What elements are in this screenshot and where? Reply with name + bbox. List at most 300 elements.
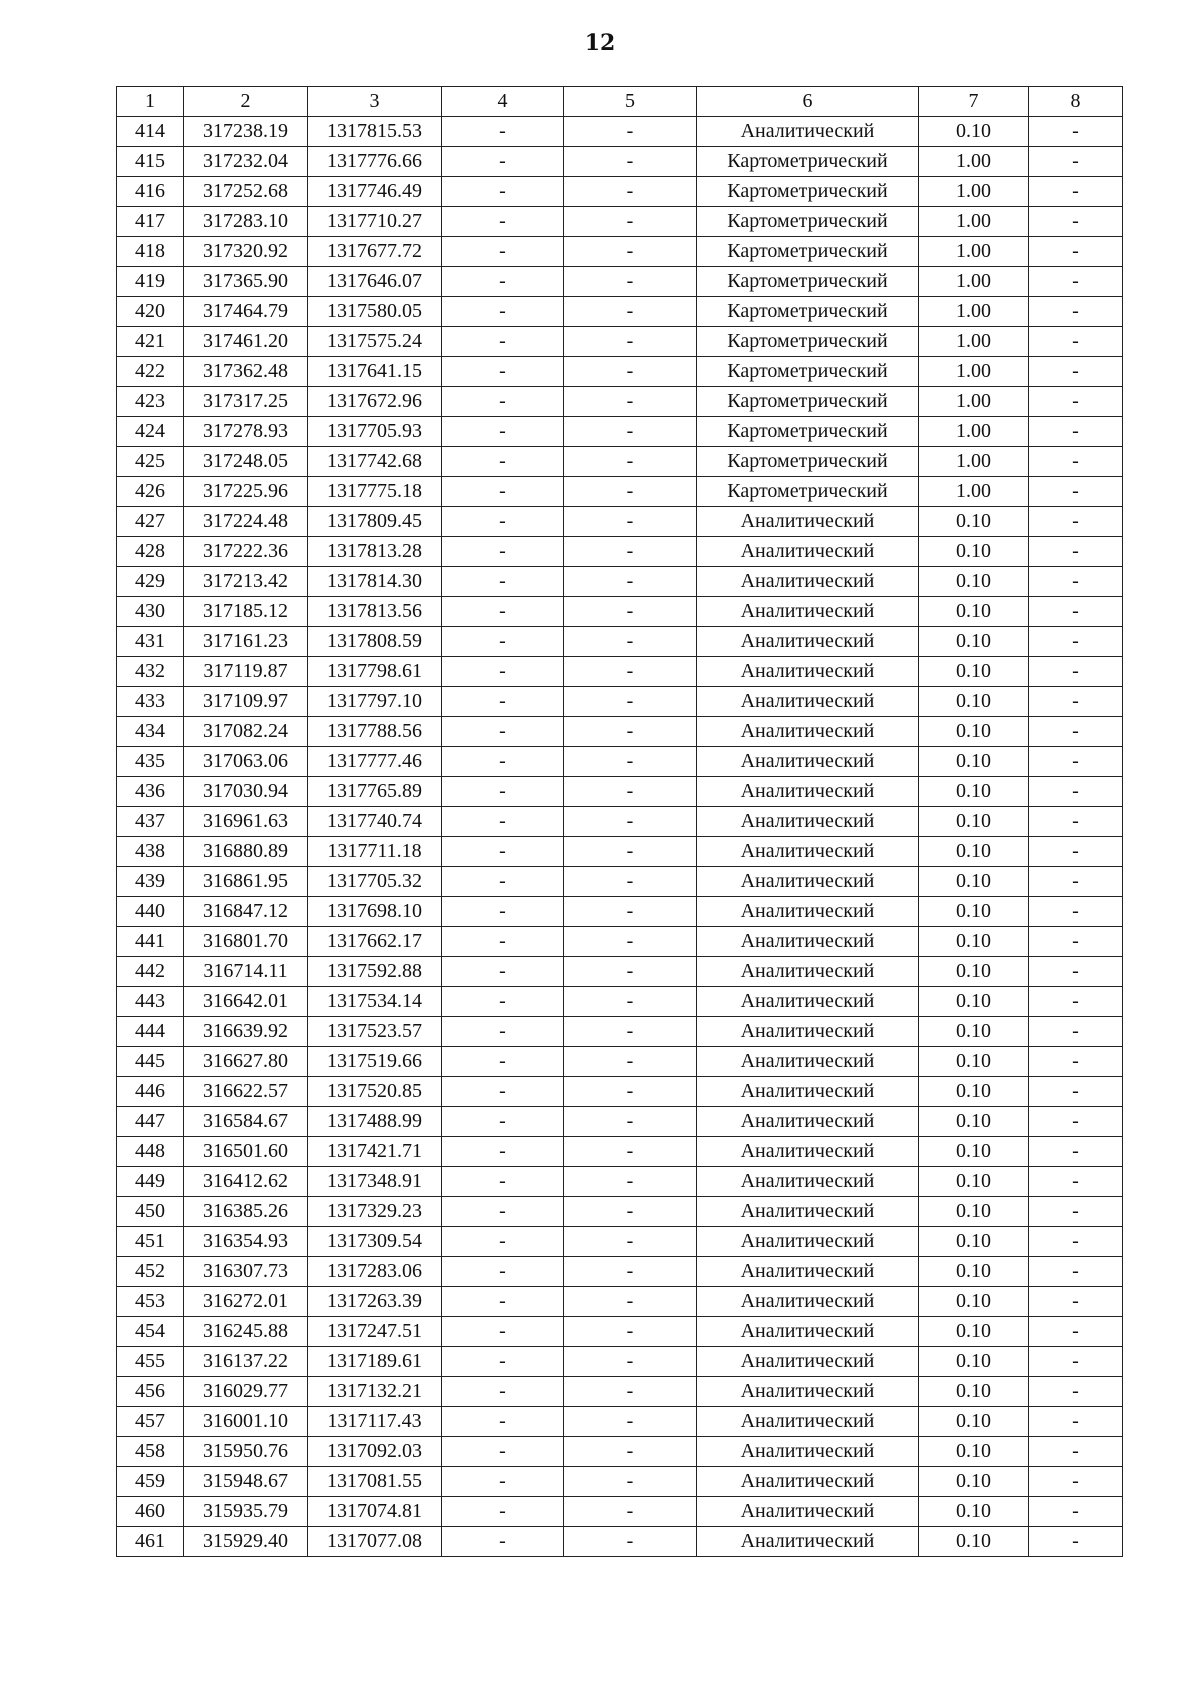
cell-accuracy: 0.10 [919,717,1029,747]
cell-col-5: - [564,1407,697,1437]
table-row [117,1347,1123,1377]
cell-method: Аналитический [697,1077,919,1107]
cell-x-coordinate: 315929.40 [184,1527,308,1557]
cell-accuracy: 0.10 [919,1197,1029,1227]
table-row [117,237,1123,267]
cell-col-8: - [1029,357,1123,387]
cell-col-5: - [564,1317,697,1347]
cell-accuracy: 0.10 [919,807,1029,837]
cell-col-5: - [564,777,697,807]
cell-col-8: - [1029,927,1123,957]
cell-y-coordinate: 1317641.15 [308,357,442,387]
cell-x-coordinate: 317224.48 [184,507,308,537]
cell-accuracy: 0.10 [919,777,1029,807]
table-row [117,987,1123,1017]
cell-accuracy: 1.00 [919,267,1029,297]
cell-accuracy: 0.10 [919,1287,1029,1317]
cell-col-8: - [1029,1137,1123,1167]
cell-point-number: 441 [117,927,184,957]
cell-col-8: - [1029,417,1123,447]
cell-point-number: 439 [117,867,184,897]
cell-col-4: - [442,1377,564,1407]
table-row [117,507,1123,537]
cell-col-8: - [1029,477,1123,507]
cell-col-8: - [1029,1107,1123,1137]
cell-col-4: - [442,777,564,807]
cell-col-4: - [442,1077,564,1107]
column-header-8: 8 [1029,87,1123,117]
cell-x-coordinate: 316861.95 [184,867,308,897]
cell-method: Аналитический [697,867,919,897]
cell-col-8: - [1029,747,1123,777]
cell-col-8: - [1029,147,1123,177]
cell-accuracy: 1.00 [919,177,1029,207]
cell-col-4: - [442,657,564,687]
cell-method: Аналитический [697,1047,919,1077]
cell-method: Аналитический [697,747,919,777]
table-row [117,1377,1123,1407]
cell-accuracy: 0.10 [919,627,1029,657]
cell-point-number: 454 [117,1317,184,1347]
cell-col-8: - [1029,1377,1123,1407]
cell-method: Аналитический [697,1167,919,1197]
cell-col-8: - [1029,447,1123,477]
cell-point-number: 431 [117,627,184,657]
cell-method: Картометрический [697,447,919,477]
cell-accuracy: 0.10 [919,1467,1029,1497]
cell-point-number: 427 [117,507,184,537]
cell-x-coordinate: 316412.62 [184,1167,308,1197]
cell-accuracy: 0.10 [919,957,1029,987]
cell-col-5: - [564,177,697,207]
cell-x-coordinate: 316584.67 [184,1107,308,1137]
table-row [117,957,1123,987]
cell-x-coordinate: 317109.97 [184,687,308,717]
cell-point-number: 446 [117,1077,184,1107]
cell-point-number: 447 [117,1107,184,1137]
cell-accuracy: 0.10 [919,1137,1029,1167]
cell-col-8: - [1029,867,1123,897]
cell-col-4: - [442,1137,564,1167]
cell-method: Аналитический [697,1317,919,1347]
cell-point-number: 459 [117,1467,184,1497]
cell-col-5: - [564,627,697,657]
column-header-4: 4 [442,87,564,117]
cell-col-4: - [442,447,564,477]
table-row [117,1497,1123,1527]
cell-method: Аналитический [697,1287,919,1317]
cell-accuracy: 1.00 [919,207,1029,237]
cell-accuracy: 1.00 [919,237,1029,267]
cell-x-coordinate: 316880.89 [184,837,308,867]
cell-col-8: - [1029,1497,1123,1527]
cell-col-8: - [1029,1407,1123,1437]
cell-method: Картометрический [697,207,919,237]
table-row [117,1437,1123,1467]
table-row [117,807,1123,837]
cell-col-4: - [442,927,564,957]
cell-x-coordinate: 317362.48 [184,357,308,387]
cell-accuracy: 0.10 [919,1527,1029,1557]
cell-col-5: - [564,1077,697,1107]
cell-col-8: - [1029,387,1123,417]
cell-col-5: - [564,987,697,1017]
cell-method: Аналитический [697,1017,919,1047]
cell-point-number: 433 [117,687,184,717]
cell-y-coordinate: 1317519.66 [308,1047,442,1077]
cell-col-8: - [1029,987,1123,1017]
cell-col-8: - [1029,237,1123,267]
cell-x-coordinate: 317317.25 [184,387,308,417]
cell-y-coordinate: 1317081.55 [308,1467,442,1497]
cell-col-4: - [442,837,564,867]
cell-method: Аналитический [697,957,919,987]
page-number: 12 [584,30,616,56]
cell-y-coordinate: 1317575.24 [308,327,442,357]
cell-point-number: 414 [117,117,184,147]
cell-x-coordinate: 317320.92 [184,237,308,267]
cell-method: Картометрический [697,387,919,417]
cell-x-coordinate: 317232.04 [184,147,308,177]
cell-col-4: - [442,1257,564,1287]
cell-point-number: 419 [117,267,184,297]
cell-col-5: - [564,1287,697,1317]
cell-col-5: - [564,117,697,147]
cell-accuracy: 0.10 [919,1047,1029,1077]
cell-col-4: - [442,1287,564,1317]
table-row [117,777,1123,807]
cell-col-5: - [564,717,697,747]
cell-accuracy: 0.10 [919,1257,1029,1287]
cell-col-5: - [564,657,697,687]
table-row [117,1227,1123,1257]
cell-col-5: - [564,1107,697,1137]
cell-point-number: 437 [117,807,184,837]
cell-col-8: - [1029,1527,1123,1557]
cell-col-4: - [442,507,564,537]
cell-col-5: - [564,237,697,267]
cell-y-coordinate: 1317421.71 [308,1137,442,1167]
cell-col-8: - [1029,1197,1123,1227]
column-header-2: 2 [184,87,308,117]
cell-col-4: - [442,357,564,387]
cell-y-coordinate: 1317788.56 [308,717,442,747]
cell-col-4: - [442,417,564,447]
table-row [117,297,1123,327]
cell-accuracy: 0.10 [919,1407,1029,1437]
table-header-row [117,87,1123,117]
cell-method: Аналитический [697,1437,919,1467]
cell-col-4: - [442,1467,564,1497]
table-row [117,1137,1123,1167]
cell-x-coordinate: 317082.24 [184,717,308,747]
cell-col-5: - [564,957,697,987]
cell-point-number: 421 [117,327,184,357]
cell-accuracy: 0.10 [919,747,1029,777]
cell-method: Аналитический [697,837,919,867]
cell-point-number: 438 [117,837,184,867]
cell-point-number: 452 [117,1257,184,1287]
cell-col-4: - [442,867,564,897]
table-row [117,1287,1123,1317]
cell-x-coordinate: 317238.19 [184,117,308,147]
cell-col-4: - [442,1047,564,1077]
cell-x-coordinate: 317464.79 [184,297,308,327]
cell-y-coordinate: 1317705.93 [308,417,442,447]
cell-col-8: - [1029,1347,1123,1377]
table-row [117,837,1123,867]
cell-y-coordinate: 1317777.46 [308,747,442,777]
cell-y-coordinate: 1317698.10 [308,897,442,927]
cell-accuracy: 0.10 [919,1017,1029,1047]
cell-accuracy: 1.00 [919,297,1029,327]
table-row [117,1407,1123,1437]
cell-point-number: 423 [117,387,184,417]
cell-method: Аналитический [697,1377,919,1407]
table-row [117,627,1123,657]
cell-x-coordinate: 317252.68 [184,177,308,207]
cell-col-4: - [442,387,564,417]
cell-accuracy: 1.00 [919,417,1029,447]
cell-col-5: - [564,147,697,177]
cell-point-number: 440 [117,897,184,927]
cell-col-4: - [442,1437,564,1467]
cell-col-4: - [442,177,564,207]
cell-point-number: 453 [117,1287,184,1317]
cell-accuracy: 1.00 [919,357,1029,387]
cell-y-coordinate: 1317710.27 [308,207,442,237]
cell-method: Картометрический [697,357,919,387]
cell-x-coordinate: 316501.60 [184,1137,308,1167]
cell-col-4: - [442,1167,564,1197]
cell-accuracy: 0.10 [919,867,1029,897]
cell-col-4: - [442,1227,564,1257]
cell-col-5: - [564,447,697,477]
cell-method: Аналитический [697,1497,919,1527]
cell-point-number: 450 [117,1197,184,1227]
table-row [117,1167,1123,1197]
cell-y-coordinate: 1317488.99 [308,1107,442,1137]
cell-method: Картометрический [697,417,919,447]
cell-x-coordinate: 317161.23 [184,627,308,657]
cell-col-4: - [442,147,564,177]
cell-y-coordinate: 1317074.81 [308,1497,442,1527]
cell-y-coordinate: 1317705.32 [308,867,442,897]
cell-col-4: - [442,567,564,597]
cell-method: Аналитический [697,987,919,1017]
cell-x-coordinate: 316642.01 [184,987,308,1017]
cell-method: Картометрический [697,237,919,267]
cell-col-8: - [1029,1287,1123,1317]
cell-x-coordinate: 317461.20 [184,327,308,357]
table-row [117,597,1123,627]
table-row [117,897,1123,927]
table-row [117,1257,1123,1287]
cell-y-coordinate: 1317580.05 [308,297,442,327]
cell-accuracy: 0.10 [919,1377,1029,1407]
table-row [117,1047,1123,1077]
cell-col-5: - [564,1257,697,1287]
cell-col-5: - [564,867,697,897]
cell-accuracy: 0.10 [919,1317,1029,1347]
cell-accuracy: 0.10 [919,1167,1029,1197]
cell-point-number: 416 [117,177,184,207]
cell-accuracy: 0.10 [919,1077,1029,1107]
column-header-5: 5 [564,87,697,117]
cell-accuracy: 1.00 [919,147,1029,177]
cell-col-4: - [442,1407,564,1437]
cell-method: Аналитический [697,897,919,927]
cell-method: Аналитический [697,927,919,957]
cell-x-coordinate: 315935.79 [184,1497,308,1527]
cell-point-number: 415 [117,147,184,177]
cell-col-4: - [442,747,564,777]
cell-x-coordinate: 316354.93 [184,1227,308,1257]
cell-x-coordinate: 316307.73 [184,1257,308,1287]
cell-x-coordinate: 317030.94 [184,777,308,807]
cell-y-coordinate: 1317813.56 [308,597,442,627]
cell-x-coordinate: 317213.42 [184,567,308,597]
table-row [117,147,1123,177]
table-row [117,567,1123,597]
cell-x-coordinate: 316639.92 [184,1017,308,1047]
cell-y-coordinate: 1317077.08 [308,1527,442,1557]
table-row [117,687,1123,717]
cell-col-4: - [442,1527,564,1557]
table-row [117,387,1123,417]
cell-col-8: - [1029,1047,1123,1077]
cell-x-coordinate: 317185.12 [184,597,308,627]
cell-col-8: - [1029,597,1123,627]
cell-point-number: 417 [117,207,184,237]
cell-col-4: - [442,267,564,297]
cell-col-4: - [442,537,564,567]
cell-col-5: - [564,747,697,777]
column-header-7: 7 [919,87,1029,117]
cell-y-coordinate: 1317711.18 [308,837,442,867]
cell-accuracy: 0.10 [919,687,1029,717]
cell-col-8: - [1029,177,1123,207]
cell-col-5: - [564,207,697,237]
cell-point-number: 455 [117,1347,184,1377]
cell-y-coordinate: 1317776.66 [308,147,442,177]
table-row [117,207,1123,237]
cell-col-8: - [1029,1017,1123,1047]
cell-accuracy: 0.10 [919,597,1029,627]
cell-x-coordinate: 316627.80 [184,1047,308,1077]
cell-col-5: - [564,897,697,927]
cell-method: Аналитический [697,687,919,717]
cell-point-number: 425 [117,447,184,477]
cell-col-8: - [1029,567,1123,597]
cell-col-8: - [1029,1467,1123,1497]
cell-col-8: - [1029,1437,1123,1467]
cell-col-5: - [564,1017,697,1047]
cell-col-5: - [564,1437,697,1467]
cell-accuracy: 0.10 [919,1497,1029,1527]
cell-accuracy: 1.00 [919,327,1029,357]
cell-col-8: - [1029,297,1123,327]
cell-y-coordinate: 1317523.57 [308,1017,442,1047]
cell-col-4: - [442,297,564,327]
cell-col-4: - [442,117,564,147]
cell-method: Аналитический [697,597,919,627]
cell-method: Аналитический [697,567,919,597]
cell-accuracy: 0.10 [919,1437,1029,1467]
cell-x-coordinate: 316272.01 [184,1287,308,1317]
table-body [117,117,1123,1557]
cell-col-4: - [442,807,564,837]
cell-x-coordinate: 316961.63 [184,807,308,837]
column-header-3: 3 [308,87,442,117]
cell-col-8: - [1029,717,1123,747]
cell-accuracy: 0.10 [919,1107,1029,1137]
cell-point-number: 449 [117,1167,184,1197]
cell-method: Аналитический [697,1227,919,1257]
cell-x-coordinate: 317248.05 [184,447,308,477]
cell-col-8: - [1029,1077,1123,1107]
cell-x-coordinate: 316801.70 [184,927,308,957]
cell-y-coordinate: 1317813.28 [308,537,442,567]
cell-col-4: - [442,1317,564,1347]
cell-point-number: 448 [117,1137,184,1167]
cell-col-5: - [564,1347,697,1377]
cell-accuracy: 1.00 [919,447,1029,477]
cell-col-5: - [564,537,697,567]
cell-method: Аналитический [697,717,919,747]
cell-point-number: 434 [117,717,184,747]
cell-y-coordinate: 1317765.89 [308,777,442,807]
cell-x-coordinate: 316714.11 [184,957,308,987]
table-row [117,867,1123,897]
cell-point-number: 426 [117,477,184,507]
table-row [117,117,1123,147]
cell-accuracy: 1.00 [919,387,1029,417]
cell-method: Аналитический [697,1467,919,1497]
cell-col-5: - [564,1497,697,1527]
cell-y-coordinate: 1317092.03 [308,1437,442,1467]
cell-y-coordinate: 1317798.61 [308,657,442,687]
cell-y-coordinate: 1317189.61 [308,1347,442,1377]
table-row [117,1017,1123,1047]
coordinates-table [116,86,1123,1557]
cell-method: Аналитический [697,777,919,807]
cell-col-5: - [564,267,697,297]
cell-x-coordinate: 317283.10 [184,207,308,237]
cell-method: Аналитический [697,1107,919,1137]
cell-point-number: 451 [117,1227,184,1257]
cell-point-number: 458 [117,1437,184,1467]
table-row [117,177,1123,207]
cell-y-coordinate: 1317808.59 [308,627,442,657]
cell-col-8: - [1029,1167,1123,1197]
table-row [117,1197,1123,1227]
cell-col-5: - [564,927,697,957]
cell-y-coordinate: 1317117.43 [308,1407,442,1437]
table-row [117,657,1123,687]
cell-col-5: - [564,1047,697,1077]
cell-y-coordinate: 1317814.30 [308,567,442,597]
cell-y-coordinate: 1317534.14 [308,987,442,1017]
cell-col-8: - [1029,537,1123,567]
cell-col-5: - [564,567,697,597]
cell-point-number: 460 [117,1497,184,1527]
cell-point-number: 443 [117,987,184,1017]
cell-col-5: - [564,357,697,387]
cell-method: Аналитический [697,537,919,567]
cell-method: Аналитический [697,1197,919,1227]
cell-col-4: - [442,597,564,627]
